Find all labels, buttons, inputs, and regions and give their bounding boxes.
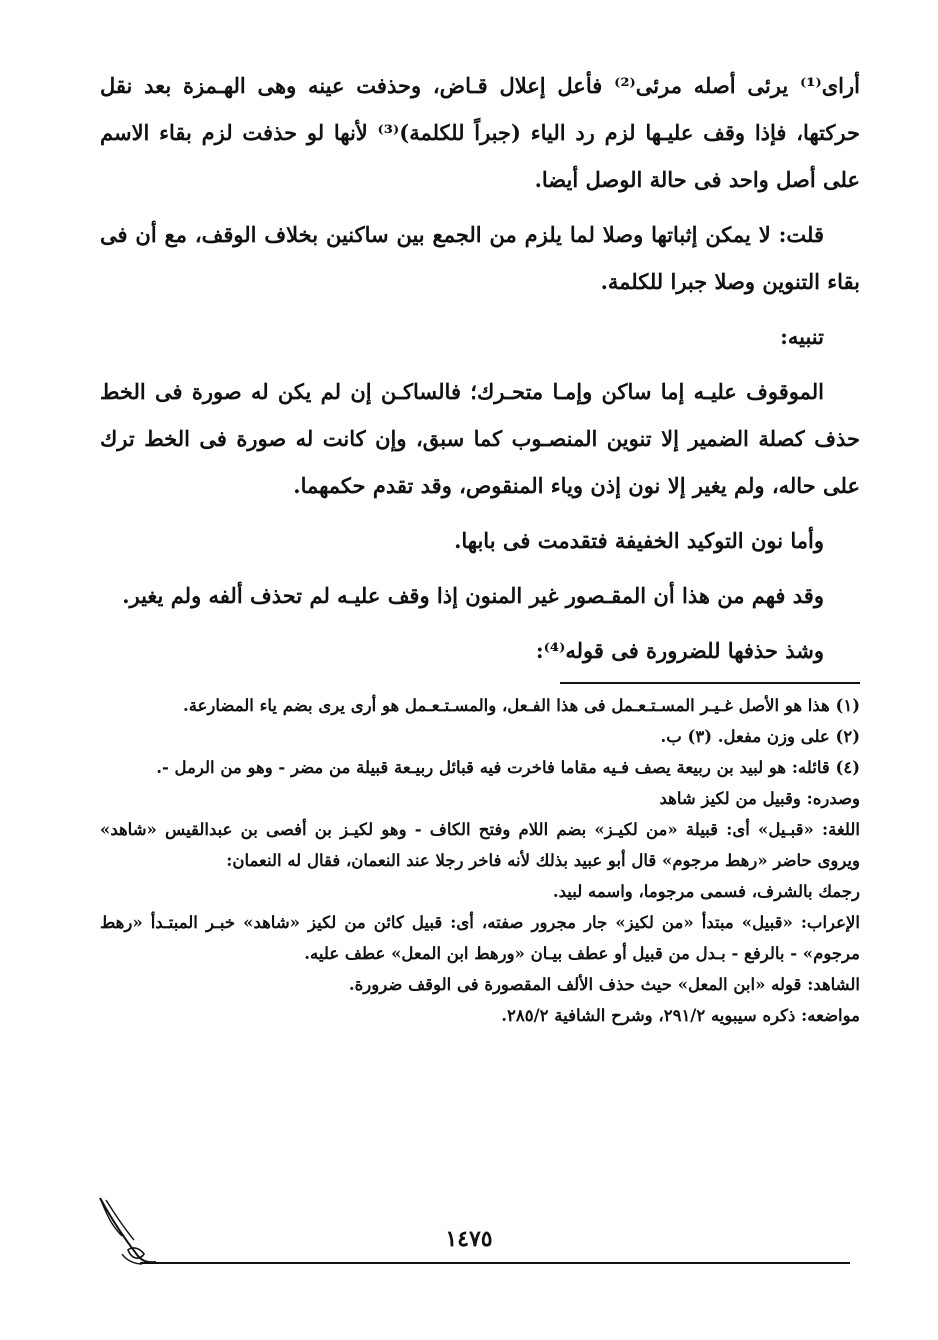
paragraph-4: وأما نون التوكيد الخفيفة فتقدمت فى بابها. <box>454 528 824 553</box>
irab-text: «قبيل» مبتدأ «من لكيز» جار مجرور صفته، أى: قبيل كائن من لكيز «شاهد» خبـر المبتـدأ «رهط مرجوم» - بالرفع - بـدل من قبيل أو عطف بيـان «ورهط ابن المعل» عطف عليه. <box>100 913 860 963</box>
verse-text: وقبيل من لكيز شاهد <box>659 789 801 808</box>
footnote-lugha <box>100 814 860 876</box>
page-number: ١٤٧٥ <box>445 1226 493 1252</box>
paragraph-5: وقد فهم من هذا أن المقـصور غير المنون إذا وقف عليـه لم تحذف ألفه ولم يغير. <box>122 583 824 608</box>
quill-pen-icon <box>92 1190 162 1270</box>
verse-label: وصدره: <box>806 789 860 808</box>
footnote-2-3: (٢) على وزن مفعل. (٣) ب. <box>660 727 860 746</box>
lugha-label: اللغة: <box>822 820 860 839</box>
lugha-text: «قبـيل» أى: قبيلة «من لكيـز» بضم اللام وفتح الكاف - وهو لكيـز بن أفصى بن عبدالقيس «شاهد» ويروى حاضر «رهط مرجوم» قال أبو عبيد بذلك لأنه فاخر رجلا عند النعمان، فقال له النعمان: <box>100 820 860 870</box>
section-heading: تنبيه: <box>780 324 824 349</box>
footnote-4-label: (٤) قائله: <box>791 758 860 777</box>
mawadi-label: مواضعه: <box>801 1006 860 1025</box>
paragraph-1: أراى⁽¹⁾ يرئى أصله مرئى⁽²⁾ فأعل إعلال قـاض، وحذفت عينه وهى الهـمزة بعد نقل حركتها، فإذا وقف عليـها لزم رد الياء (جبراً للكلمة)⁽³⁾ لأنها لو حذفت لزم بقاء الاسم على أصل واحد فى حالة الوصل أيضا. <box>100 73 860 192</box>
footnote-1: (١) هذا هو الأصل غـيـر المسـتـعـمل فى هذا الفـعل، والمسـتـعـمل هو أرى يرى بضم ياء المضارعة. <box>183 696 860 715</box>
irab-label: الإعراب: <box>800 913 860 932</box>
footnote-4-text: هو لبيد بن ربيعة يصف فـيه مقاما فاخرت فيه قبائل ربيـعة قبيلة من مضر - وهو من الرمل -. <box>156 758 787 777</box>
footnote-divider <box>560 682 860 684</box>
shahid-label: الشاهد: <box>807 975 860 994</box>
shahid-text: قوله «ابن المعل» حيث حذف الألف المقصورة فى الوقف ضرورة. <box>348 975 802 994</box>
bottom-rule <box>140 1262 850 1264</box>
footnote-lugha-quote: رجمك بالشرف، فسمى مرجوما، واسمه لبيد. <box>552 882 860 901</box>
footnotes <box>100 690 860 1031</box>
footnote-4 <box>100 752 860 783</box>
footnote-verse <box>100 783 860 814</box>
paragraph-6: وشذ حذفها للضرورة فى قوله⁽⁴⁾: <box>535 638 824 663</box>
footnote-shahid <box>100 969 860 1000</box>
mawadi-text: ذكره سيبويه ٢٩١/٢، وشرح الشافية ٢٨٥/٢. <box>501 1006 796 1025</box>
paragraph-3: الموقوف عليـه إما ساكن وإمـا متحـرك؛ فالساكـن إن لم يكن له صورة فى الخط حذف كصلة الضمير إلا تنوين المنصـوب كما سبق، وإن كانت له صورة فى الخط ترك على حاله، ولم يغير إلا نون إذن وياء المنقوص، وقد تقدم حكمهما. <box>100 379 860 498</box>
footnote-irab <box>100 907 860 969</box>
footnote-mawadi <box>100 1000 860 1031</box>
paragraph-2: قلت: لا يمكن إثباتها وصلا لما يلزم من الجمع بين ساكنين بخلاف الوقف، مع أن فى بقاء التنوين وصلا جبرا للكلمة. <box>100 222 860 294</box>
main-text <box>100 62 860 674</box>
